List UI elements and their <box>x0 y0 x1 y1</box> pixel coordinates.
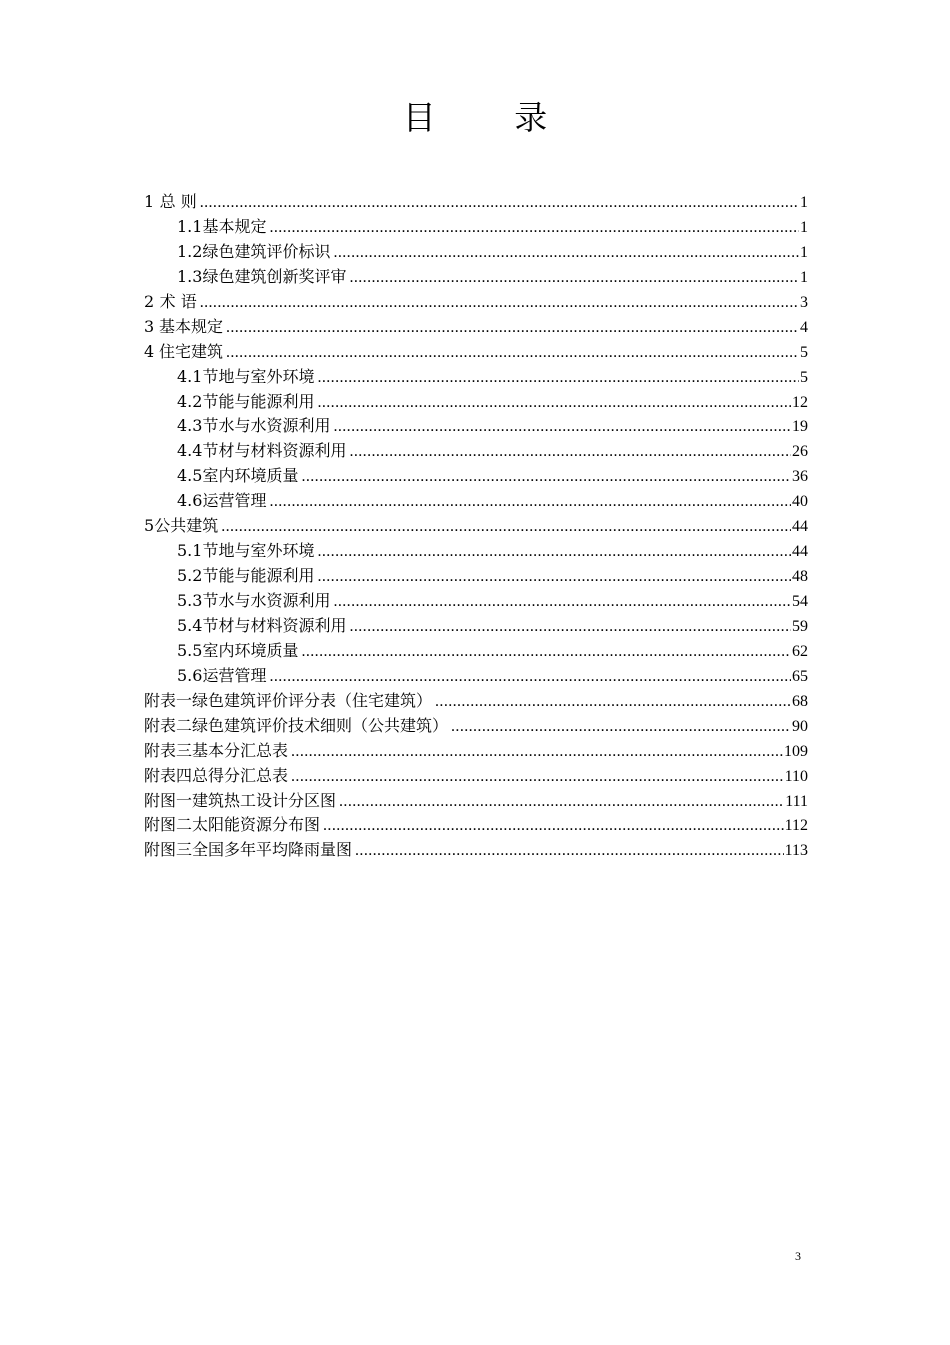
toc-entry-page: 62 <box>792 642 808 660</box>
toc-entry-number: 附表三 <box>144 740 193 760</box>
table-of-contents <box>144 190 808 863</box>
toc-entry-number: 4.3 <box>177 416 203 436</box>
dot-leader <box>269 665 791 690</box>
toc-entry-label: 节材与材料资源利用 <box>202 441 347 461</box>
dot-leader <box>317 366 799 391</box>
dot-leader <box>333 241 799 266</box>
toc-entry-label: 总得分汇总表 <box>192 765 289 785</box>
toc-entry-page: 44 <box>792 518 808 536</box>
toc-entry-page: 48 <box>792 568 808 586</box>
dot-leader <box>301 465 791 490</box>
toc-entry-number: 4.5 <box>177 466 203 486</box>
toc-entry[interactable] <box>144 539 808 564</box>
toc-entry-page: 1 <box>800 218 808 236</box>
toc-entry-number: 4.4 <box>177 441 203 461</box>
dot-leader <box>317 391 791 416</box>
toc-entry-number: 3 <box>144 316 155 336</box>
toc-entry-label: 住宅建筑 <box>158 341 223 361</box>
toc-entry-page: 54 <box>792 593 808 610</box>
toc-entry-label: 基本规定 <box>158 316 223 336</box>
toc-entry[interactable] <box>144 514 808 539</box>
toc-entry[interactable] <box>144 739 808 764</box>
toc-entry-label: 建筑热工设计分区图 <box>192 790 337 810</box>
toc-entry-label: 运营管理 <box>202 491 267 511</box>
toc-entry-label: 节材与材料资源利用 <box>202 615 347 635</box>
toc-entry-label: 节水与水资源利用 <box>202 591 331 610</box>
toc-entry-page: 68 <box>792 692 808 710</box>
toc-entry-number: 附表一 <box>144 690 193 710</box>
toc-entry[interactable] <box>144 414 808 439</box>
toc-entry-page: 113 <box>784 842 808 860</box>
toc-entry[interactable] <box>144 215 808 240</box>
toc-entry-label: 节地与室外环境 <box>202 366 315 386</box>
dot-leader <box>317 565 791 590</box>
toc-entry[interactable] <box>144 190 808 215</box>
toc-entry-page: 3 <box>800 293 808 311</box>
dot-leader <box>333 590 791 615</box>
dot-leader <box>226 341 799 366</box>
toc-title: 目 录 <box>402 98 582 137</box>
dot-leader <box>339 790 784 815</box>
toc-entry-number: 4 <box>144 341 155 361</box>
dot-leader <box>301 640 791 665</box>
toc-entry[interactable] <box>144 564 808 589</box>
toc-entry[interactable] <box>144 614 808 639</box>
toc-entry-number: 5 <box>144 516 155 536</box>
toc-entry-number: 附图二 <box>144 815 193 835</box>
toc-entry-number: 附图三 <box>144 840 193 860</box>
dot-leader <box>333 415 791 440</box>
toc-entry-label: 全国多年平均降雨量图 <box>192 840 353 860</box>
toc-entry-page: 40 <box>792 493 808 511</box>
toc-entry[interactable] <box>144 664 808 689</box>
toc-entry-page: 112 <box>784 817 808 835</box>
toc-entry-page: 1 <box>800 243 808 261</box>
toc-entry-number: 2 <box>144 291 155 311</box>
toc-entry[interactable] <box>144 265 808 290</box>
toc-entry-label: 绿色建筑评价技术细则（公共建筑） <box>192 715 449 735</box>
toc-entry[interactable] <box>144 290 808 315</box>
toc-entry-number: 4.6 <box>177 491 203 511</box>
toc-entry-label: 节能与能源利用 <box>202 566 315 586</box>
toc-entry[interactable] <box>144 489 808 514</box>
dot-leader <box>291 765 784 790</box>
toc-entry[interactable] <box>144 789 808 814</box>
dot-leader <box>323 814 784 839</box>
toc-entry-number: 4.2 <box>177 391 203 411</box>
toc-entry[interactable] <box>144 589 808 614</box>
toc-entry-page: 5 <box>800 368 808 386</box>
toc-entry[interactable] <box>144 439 808 464</box>
toc-entry-page: 1 <box>800 268 808 286</box>
dot-leader <box>200 291 799 316</box>
toc-entry-number: 附图一 <box>144 790 193 810</box>
toc-entry-number: 4.1 <box>177 366 203 386</box>
toc-entry[interactable] <box>144 838 808 863</box>
toc-entry-label: 室内环境质量 <box>202 466 299 486</box>
dot-leader <box>355 839 784 864</box>
toc-entry-number: 附表四 <box>144 765 193 785</box>
toc-entry[interactable] <box>144 365 808 390</box>
toc-entry[interactable] <box>144 240 808 265</box>
toc-entry-page: 5 <box>800 343 808 361</box>
toc-entry[interactable] <box>144 714 808 739</box>
dot-leader <box>349 615 791 640</box>
toc-entry-number: 5.3 <box>177 591 203 610</box>
toc-entry-page: 109 <box>784 742 808 760</box>
dot-leader <box>200 191 799 216</box>
toc-entry[interactable] <box>144 464 808 489</box>
toc-entry-page: 90 <box>792 717 808 735</box>
toc-entry-label: 绿色建筑评价标识 <box>202 241 331 261</box>
toc-entry-page: 1 <box>800 194 808 211</box>
dot-leader <box>269 490 791 515</box>
toc-entry-number: 5.6 <box>177 665 203 685</box>
toc-entry-number: 1.3 <box>177 266 203 286</box>
toc-entry-number: 5.1 <box>177 541 203 561</box>
toc-entry-page: 65 <box>792 667 808 685</box>
toc-entry-number: 1 <box>144 192 155 211</box>
toc-entry-label: 节能与能源利用 <box>202 391 315 411</box>
toc-entry-number: 附表二 <box>144 715 193 735</box>
toc-entry[interactable] <box>144 315 808 340</box>
page-number: 3 <box>795 1249 801 1263</box>
toc-entry-page: 110 <box>784 767 808 785</box>
toc-entry-label: 基本分汇总表 <box>192 740 289 760</box>
toc-entry-number: 1.1 <box>177 216 203 236</box>
toc-entry-number: 5.4 <box>177 615 203 635</box>
toc-entry-label: 节地与室外环境 <box>202 541 315 561</box>
toc-entry-page: 111 <box>785 792 808 810</box>
toc-entry-label: 绿色建筑创新奖评审 <box>202 266 347 286</box>
dot-leader <box>349 266 799 291</box>
toc-entry[interactable] <box>144 813 808 838</box>
toc-entry-number: 5.5 <box>177 640 203 660</box>
dot-leader <box>349 440 791 465</box>
toc-entry-number: 5.2 <box>177 566 203 586</box>
toc-entry-label: 运营管理 <box>202 665 267 685</box>
toc-entry-label: 术 语 <box>159 291 197 311</box>
toc-entry-number: 1.2 <box>177 241 203 261</box>
toc-entry-page: 26 <box>792 443 808 461</box>
toc-entry-page: 12 <box>792 393 808 411</box>
toc-entry-page: 44 <box>792 543 808 561</box>
toc-entry-page: 36 <box>792 468 808 486</box>
toc-entry-label: 绿色建筑评价评分表（住宅建筑） <box>192 690 433 710</box>
dot-leader <box>221 515 791 540</box>
toc-entry-label: 总 则 <box>159 192 197 211</box>
toc-entry-label: 节水与水资源利用 <box>202 416 331 436</box>
dot-leader <box>317 540 791 565</box>
toc-entry-label: 室内环境质量 <box>202 640 299 660</box>
toc-entry[interactable] <box>144 390 808 415</box>
toc-entry-page: 59 <box>792 617 808 635</box>
toc-entry-label: 基本规定 <box>202 216 267 236</box>
dot-leader <box>269 216 799 241</box>
dot-leader <box>291 740 783 765</box>
toc-entry[interactable] <box>144 764 808 789</box>
dot-leader <box>451 715 791 740</box>
toc-entry[interactable] <box>144 639 808 664</box>
toc-entry[interactable] <box>144 340 808 365</box>
dot-leader <box>435 690 791 715</box>
toc-entry[interactable] <box>144 689 808 714</box>
toc-entry-page: 19 <box>792 418 808 436</box>
dot-leader <box>226 316 799 341</box>
toc-entry-page: 4 <box>800 318 808 336</box>
toc-entry-label: 公共建筑 <box>154 516 219 536</box>
toc-entry-label: 太阳能资源分布图 <box>192 815 321 835</box>
